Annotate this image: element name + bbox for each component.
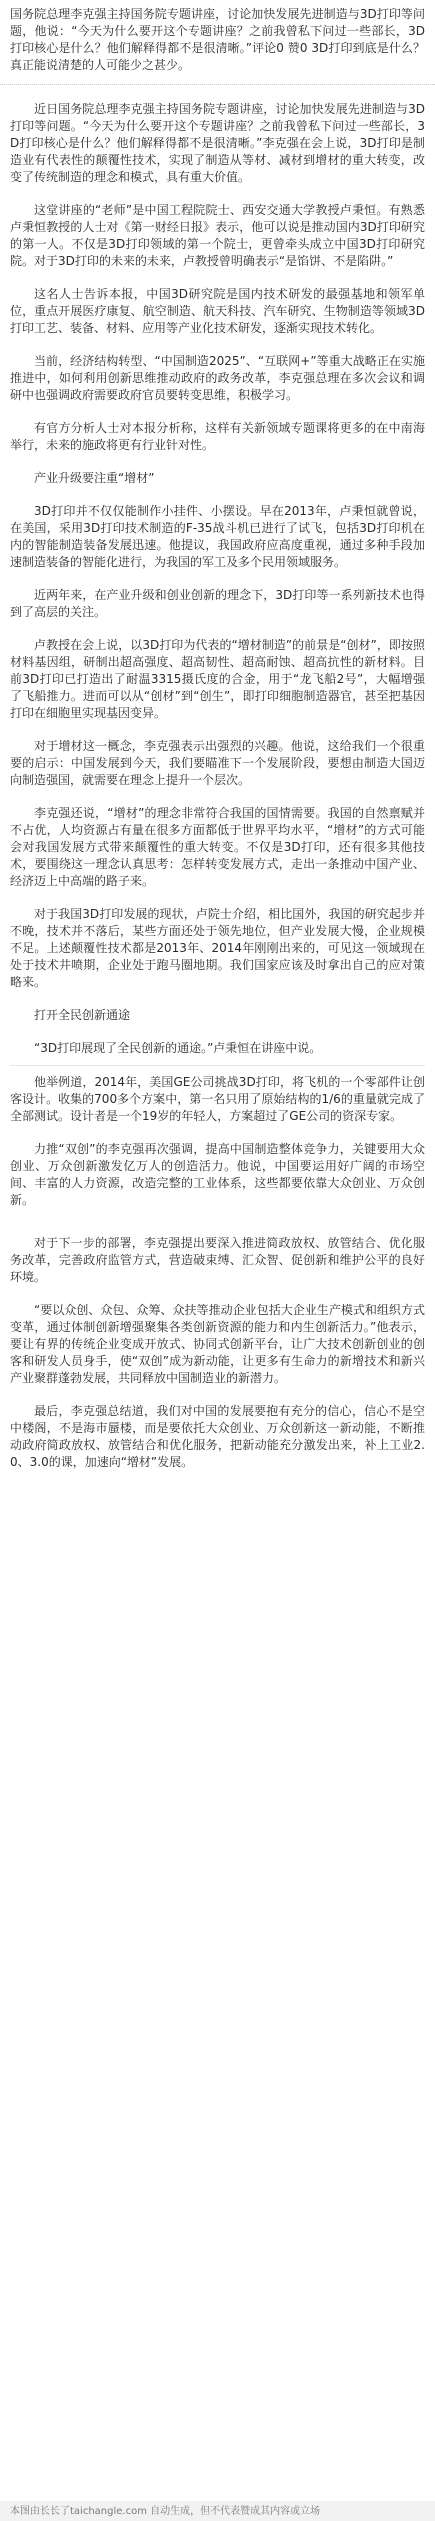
header-quote: 国务院总理李克强主持国务院专题讲座，讨论加快发展先进制造与3D打印等问题，他说：“今天为什么要开这个专题讲座？之前我曾私下问过一些部长，3D打印核心是什么？他们解释得都不是很清晰。”评论0 赞0 3D打印到底是什么？真正能说清楚的人可能少之甚少。 (0, 6, 435, 85)
footer-caption: 本图由长长了taichangle.com 自动生成，但不代表赞成其内容或立场 (0, 2501, 435, 2521)
section1-paragraph-5: 李克强还说，“增材”的理念非常符合我国的国情需要。我国的自然禀赋并不占优，人均资源占有量在很多方面都低于世界平均水平，“增材”的方式可能会对我国发展方式带来颠覆性的重大转变。不仅是3D打印，还有很多其他技术，要围绕这一理念认真思考：怎样转变发展方式，走出一条推动中国产业、经济迈上中高端的路子来。 (10, 806, 425, 888)
section2-paragraph-5: “要以众创、众包、众筹、众扶等推动企业包括大企业生产模式和组织方式变革，通过体制创新增强聚集各类创新资源的能力和内生创新活力。”他表示，要让有界的传统企业变成开放式、协同式创新平台，让广大技术创新创业的创客和研发人员身手，使“双创”成为新动能，让更多有生命力的新增技术和新兴产业聚群蓬勃发展，共同释放中国制造业的新潜力。 (10, 1303, 425, 1385)
section1-paragraph-6: 对于我国3D打印发展的现状，卢院士介绍，相比国外，我国的研究起步并不晚，技术并不落后，某些方面还处于领先地位，但产业发展大慢，企业规模不足。上述颠覆性技术都是2013年、2014年刚刚出来的，可见这一领域现在处于技术井喷期，企业处于跑马圈地期。我们国家应该及时拿出自己的应对策略来。 (10, 907, 425, 989)
paragraph-2: 这堂讲座的“老师”是中国工程院院士、西安交通大学教授卢秉恒。有熟悉卢秉恒教授的人士对《第一财经日报》表示，他可以说是推动国内3D打印研究的第一人。不仅是3D打印领域的第一个院士，更曾牵头成立中国3D打印研究院。对于3D打印的未来的未来，卢教授曾明确表示“是馅饼、不是陷阱。” (10, 203, 425, 268)
section1-paragraph-1: 3D打印并不仅仅能制作小挂件、小摆设。早在2013年，卢秉恒就曾说，在美国，采用3D打印技术制造的F-35战斗机已进行了试飞，包括3D打印机在内的智能制造装备发展迅速。他提议，我国政府应高度重视，通过多种手段加速制造装备的智能化进行，为我国的军工及多个民用领域服务。 (10, 504, 425, 569)
section2-paragraph-3: 力推“双创”的李克强再次强调，提高中国制造整体竞争力，关键要用大众创业、万众创新激发亿万人的创造活力。他说，中国要运用好广阔的市场空间、丰富的人力资源，改造完整的工业体系，这些都要依靠大众创业、万众创新。 (10, 1142, 425, 1207)
section-heading-1: 产业升级要注重“增材” (34, 471, 155, 485)
section-heading-2: 打开全民创新通途 (34, 1008, 131, 1022)
section1-paragraph-2: 近两年来，在产业升级和创业创新的理念下，3D打印等一系列新技术也得到了高层的关注。 (10, 588, 425, 619)
section1-paragraph-3: 卢教授在会上说，以3D打印为代表的“增材制造”的前景是“创材”，即按照材料基因组，研制出超高强度、超高韧性、超高耐蚀、超高抗性的新材料。目前3D打印已打造出了耐温3315摄氏度的合金，用于“龙飞船2号”，大幅增强了飞船推力。进而可以从“创材”到“创生”，即打印细胞制造器官，甚至把基因打印在细胞里实现基因变异。 (10, 638, 425, 720)
paragraph-5: 有官方分析人士对本报分析称，这样有关新领域专题课将更多的在中南海举行，未来的施政将更有行业针对性。 (10, 421, 425, 452)
paragraph-4: 当前，经济结构转型、“中国制造2025”、“互联网+”等重大战略正在实施推进中，如何利用创新思维推动政府的政务改革，李克强总理在多次会议和调研中也强调政府需要政府官员要转变思维，积极学习。 (10, 354, 425, 402)
section1-paragraph-4: 对于增材这一概念，李克强表示出强烈的兴趣。他说，这给我们一个很重要的启示：中国发展到今天，我们要瞄准下一个发展阶段，要想由制造大国迈向制造强国，就需要在理念上提升一个层次。 (10, 739, 425, 787)
section2-paragraph-4: 对于下一步的部署，李克强提出要深入推进简政放权、放管结合、优化服务改革，完善政府监管方式，营造破束缚、汇众智、促创新和维护公平的良好环境。 (10, 1236, 425, 1284)
paragraph-3: 这名人士告诉本报，中国3D研究院是国内技术研发的最强基地和领军单位，重点开展医疗康复、航空制造、航天科技、汽车研究、生物制造等领域3D打印工艺、装备、材料、应用等产业化技术研发，逐渐实现技术转化。 (10, 287, 425, 335)
paragraph-1: 近日国务院总理李克强主持国务院专题讲座，讨论加快发展先进制造与3D打印等问题。“今天为什么要开这个专题讲座？之前我曾私下问过一些部长，3D打印核心是什么？他们解释得都不是很清晰。”李克强在会上说，3D打印是制造业有代表性的颠覆性技术，实现了制造从等材、减材到增材的重大转变，改变了传统制造的理念和模式，具有重大价值。 (10, 102, 425, 184)
section2-paragraph-1: “3D打印展现了全民创新的通途。”卢秉恒在讲座中说。 (34, 1041, 322, 1055)
section2-paragraph-2: 他举例道，2014年，美国GE公司挑战3D打印，将飞机的一个零部件让创客设计。收集的700多个方案中，第一名只用了原始结构的1/6的重量就完成了全部测试。设计者是一个19岁的年轻人，方案超过了GE公司的资深专家。 (10, 1075, 425, 1123)
section2-paragraph-6: 最后，李克强总结道，我们对中国的发展要抱有充分的信心，信心不是空中楼阁，不是海市蜃楼，而是要依托大众创业、万众创新这一新动能，不断推动政府简政放权、放管结合和优化服务，把新动能充分激发出来，补上工业2.0、3.0的课，加速向“增材”发展。 (10, 1404, 425, 1469)
